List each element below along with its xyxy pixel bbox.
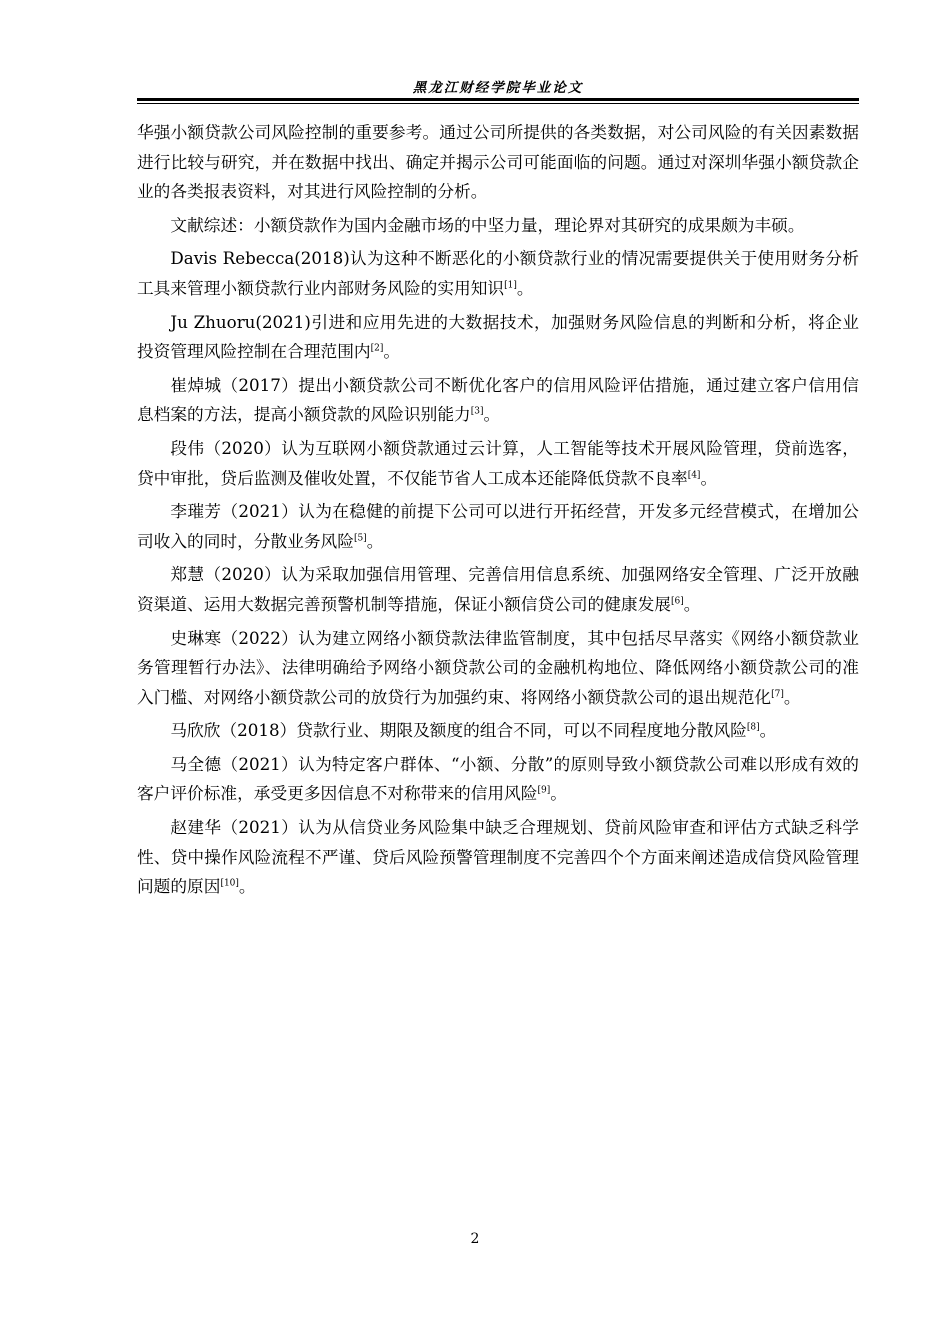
- paragraph-text: 段伟（2020）认为互联网小额贷款通过云计算，人工智能等技术开展风险管理，贷前选客，贷中审批，贷后监测及催收处置，不仅能节省人工成本还能降低贷款不良率: [137, 437, 859, 488]
- paragraph-1: [137, 118, 859, 207]
- paragraph-text: Ju Zhuoru(2021)引进和应用先进的大数据技术，加强财务风险信息的判断和分析，将企业投资管理风险控制在合理范围内: [137, 311, 859, 362]
- paragraph-tail: 。: [683, 593, 701, 614]
- paragraph-text: 崔焯城（2017）提出小额贷款公司不断优化客户的信用风险评估措施，通过建立客户信用信息档案的方法，提高小额贷款的风险识别能力: [137, 374, 859, 425]
- paragraph-3: [137, 244, 859, 303]
- paragraph-6: [137, 434, 859, 493]
- paragraph-tail: 。: [366, 530, 384, 551]
- paragraph-tail: 。: [783, 686, 801, 707]
- paragraph-11: [137, 750, 859, 809]
- paragraph-tail: 。: [759, 720, 777, 741]
- paragraph-text: Davis Rebecca(2018)认为这种不断恶化的小额贷款行业的情况需要提供关于使用财务分析工具来管理小额贷款行业内部财务风险的实用知识: [137, 248, 859, 298]
- paragraph-5: [137, 371, 859, 430]
- header-title: 黑龙江财经学院毕业论文: [412, 80, 584, 96]
- citation-ref: [5]: [353, 533, 367, 544]
- paragraph-tail: 。: [483, 404, 501, 425]
- citation-ref: [3]: [470, 406, 484, 417]
- citation-ref: [7]: [771, 689, 784, 700]
- citation-ref: [9]: [537, 785, 551, 796]
- paragraph-tail: 。: [383, 341, 401, 362]
- paragraph-text: 李璀芳（2021）认为在稳健的前提下公司可以进行开拓经营，开发多元经营模式，在增加公司收入的同时，分散业务风险: [137, 501, 859, 551]
- paragraph-tail: 。: [700, 467, 718, 488]
- paragraph-text: 赵建华（2021）认为从信贷业务风险集中缺乏合理规划、贷前风险审查和评估方式缺乏科学性、贷中操作风险流程不严谨、贷后风险预警管理制度不完善四个个方面来阐述造成信贷风险管理问题的原因: [137, 817, 859, 897]
- paragraph-10: [137, 716, 859, 746]
- paragraph-9: [137, 624, 859, 713]
- paragraph-4: [137, 308, 859, 367]
- paragraph-text: 马全德（2021）认为特定客户群体、“小额、分散”的原则导致小额贷款公司难以形成有效的客户评价标准，承受更多因信息不对称带来的信用风险: [137, 753, 859, 804]
- paragraph-tail: 。: [238, 876, 256, 897]
- paragraph-tail: 。: [550, 783, 567, 804]
- page-number: 2: [470, 1231, 480, 1247]
- paragraph-text: 史琳寒（2022）认为建立网络小额贷款法律监管制度，其中包括尽早落实《网络小额贷款业务管理暂行办法》、法律明确给予网络小额贷款公司的金融机构地位、降低网络小额贷款公司的准入门槛、对网络小额贷款公司的放贷行为加强约束、将网络小额贷款公司的退出规范化: [137, 627, 859, 707]
- paragraph-text: 文献综述：小额贷款作为国内金融市场的中坚力量，理论界对其研究的成果颇为丰硕。: [170, 214, 805, 235]
- paragraph-text: 郑慧（2020）认为采取加强信用管理、完善信用信息系统、加强网络安全管理、广泛开放融资渠道、运用大数据完善预警机制等措施，保证小额信贷公司的健康发展: [137, 564, 859, 614]
- paragraph-2: [137, 211, 859, 241]
- paragraph-7: [137, 497, 859, 556]
- citation-ref: [8]: [746, 722, 760, 733]
- page-header: [137, 76, 859, 104]
- paragraph-12: [137, 813, 859, 902]
- citation-ref: [4]: [687, 469, 701, 480]
- header-rule-thick: [137, 98, 859, 101]
- body-text: [137, 118, 859, 906]
- citation-ref: [6]: [671, 596, 684, 607]
- citation-ref: [1]: [504, 280, 517, 291]
- paragraph-8: [137, 560, 859, 619]
- paragraph-text: 华强小额贷款公司风险控制的重要参考。通过公司所提供的各类数据，对公司风险的有关因素数据进行比较与研究，并在数据中找出、确定并揭示公司可能面临的问题。通过对深圳华强小额贷款企业的各类报表资料，对其进行风险控制的分析。: [137, 122, 859, 202]
- header-rule-thin: [137, 103, 859, 104]
- paragraph-text: 马欣欣（2018）贷款行业、期限及额度的组合不同，可以不同程度地分散风险: [170, 720, 747, 741]
- citation-ref: [2]: [370, 343, 384, 354]
- paragraph-tail: 。: [516, 277, 534, 298]
- citation-ref: [10]: [220, 878, 239, 889]
